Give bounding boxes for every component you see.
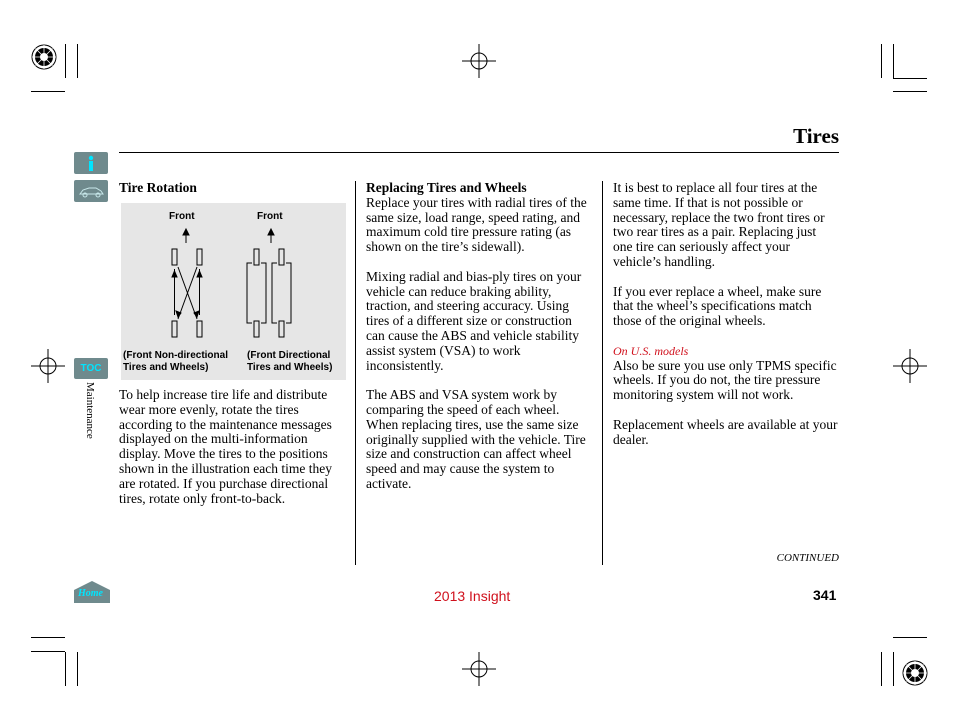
- page-number: 341: [813, 587, 837, 603]
- info-icon: [74, 152, 108, 174]
- registration-target-left: [31, 349, 65, 383]
- column-divider: [602, 181, 603, 565]
- tire-rotation-heading: Tire Rotation: [119, 180, 197, 195]
- registration-target-right: [893, 349, 927, 383]
- toc-button[interactable]: [74, 358, 108, 379]
- model-name: 2013 Insight: [434, 588, 511, 604]
- registration-target-top: [462, 44, 496, 78]
- crop-mark: [893, 637, 927, 638]
- crop-mark: [893, 78, 927, 79]
- column-1-heading: [119, 181, 349, 196]
- crop-mark: [893, 44, 894, 78]
- tire-rotation-paragraph: To help increase tire life and distribute wear more evenly, rotate the tires according to the maintenance messages displayed on the multi-information display. Move the tires to the positions shown in the illustration each time they are rotated. If you purchase directional tires, rotate only front-to-back.: [119, 387, 332, 506]
- figure-label-front-right: Front: [257, 211, 283, 222]
- continued-label: CONTINUED: [776, 552, 839, 564]
- crop-mark: [65, 44, 66, 78]
- crop-mark: [881, 44, 882, 78]
- car-button[interactable]: [74, 180, 108, 202]
- crop-mark: [77, 44, 78, 78]
- crop-mark: [893, 652, 894, 686]
- column-1-body: [119, 388, 345, 521]
- column-divider: [355, 181, 356, 565]
- tire-rotation-figure: [121, 203, 346, 380]
- section-label: Maintenance: [84, 382, 96, 439]
- caption-right-line-1: (Front Directional: [247, 350, 331, 361]
- column-3: [613, 181, 839, 462]
- us-models-note: On U.S. models: [613, 343, 689, 358]
- col2-paragraph-3: The ABS and VSA system work by comparing the speed of each wheel. When replacing tires, use the same size originally supplied with the vehicle. Tire size and construction can affect wheel speed and may cause the system to activate.: [366, 387, 586, 491]
- col3-paragraph-4: Replacement wheels are available at your dealer.: [613, 416, 838, 447]
- title-rule: [119, 152, 839, 153]
- car-icon: [74, 180, 108, 202]
- col2-paragraph-2: Mixing radial and bias-ply tires on your vehicle can reduce braking ability, traction, and steering accuracy. Using tires of a different size or construction can cause the ABS and vehicle stability assist system (VSA) to work inconsistently.: [366, 268, 582, 373]
- caption-right-line-2: Tires and Wheels): [247, 362, 333, 373]
- caption-left-line-2: Tires and Wheels): [123, 362, 209, 373]
- starburst-mark-top-left: [31, 44, 57, 70]
- crop-mark: [881, 652, 882, 686]
- home-button[interactable]: [74, 580, 110, 604]
- crop-mark: [77, 652, 78, 686]
- crop-mark: [31, 651, 65, 652]
- replacing-tires-heading: Replacing Tires and Wheels: [366, 180, 527, 195]
- figure-caption-right: [247, 350, 332, 374]
- col3-paragraph-1: It is best to replace all four tires at the same time. If that is not possible or necessary, replace the two front tires or two rear tires as a pair. Replacing just one tire can seriously affect your vehicle’s handling.: [613, 180, 825, 269]
- col3-paragraph-3: Also be sure you use only TPMS specific wheels. If you do not, the tire pressure monitoring system will not work.: [613, 357, 837, 403]
- toc-label: TOC: [80, 363, 102, 374]
- figure-label-front-left: Front: [169, 211, 195, 222]
- col2-paragraph-1: Replace your tires with radial tires of the same size, load range, speed rating, and maximum cold tire pressure rating (as shown on the tire’s sidewall).: [366, 194, 587, 255]
- column-2: [366, 181, 594, 507]
- page-title: Tires: [793, 124, 839, 148]
- col3-paragraph-2: If you ever replace a wheel, make sure that the wheel’s specifications match those of the original wheels.: [613, 283, 822, 329]
- registration-target-bottom: [462, 652, 496, 686]
- home-label: Home: [78, 588, 103, 599]
- crop-mark: [31, 91, 65, 92]
- figure-caption-left: [123, 350, 228, 374]
- crop-mark: [65, 652, 66, 686]
- info-button[interactable]: [74, 152, 108, 174]
- crop-mark: [31, 637, 65, 638]
- crop-mark: [893, 91, 927, 92]
- starburst-mark-bottom-right: [902, 660, 928, 686]
- caption-left-line-1: (Front Non-directional: [123, 350, 228, 361]
